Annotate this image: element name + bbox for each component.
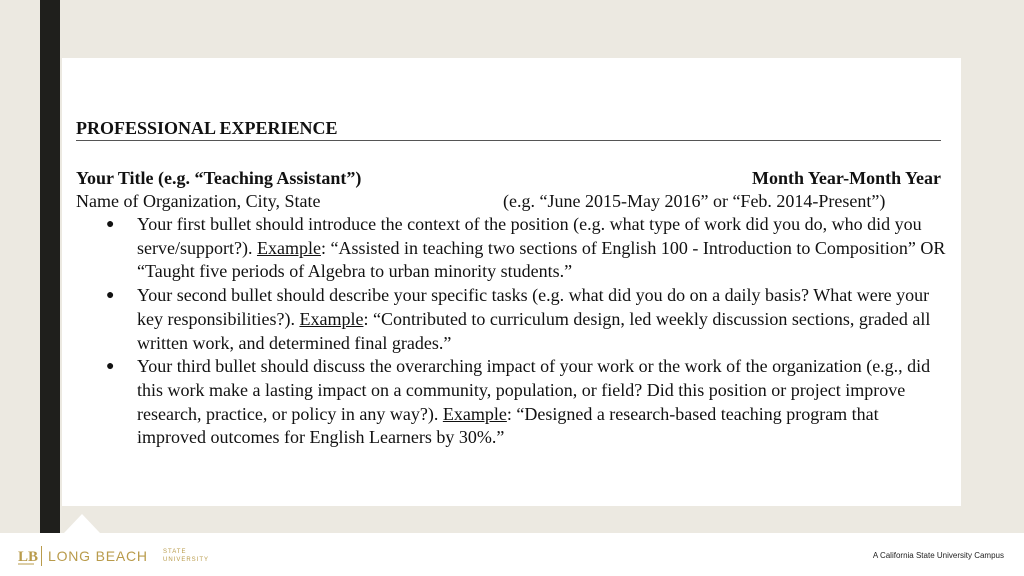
bullet-dot-icon: ● — [106, 217, 115, 232]
bullet-example-text: : “Contributed to curriculum design, led weekly discussion sections, graded all written work, and determined final grades.” — [137, 308, 931, 353]
bullet-example-text: : “Assisted in teaching two sections of English 100 - Introduction to Composition” OR “Taught five periods of Algebra to urban minority students.” — [137, 237, 946, 282]
university-subname-line-2: UNIVERSITY — [163, 557, 210, 563]
bullet-item-2 — [76, 284, 946, 355]
bullet-text: Your first bullet should introduce the context of the position (e.g. what type of work did you do, who did you serve/support?). — [137, 214, 922, 258]
bullet-example-text: : “Designed a research-based teaching program that improved outcomes for English Learners by 30%.” — [137, 403, 879, 448]
footer-notch — [64, 514, 100, 533]
position-title-row — [76, 167, 941, 190]
bullet-dot-icon: ● — [106, 288, 115, 304]
bullet-list — [76, 213, 946, 450]
footer-bar — [0, 533, 1024, 576]
bullet-text: Your third bullet should discuss the overarching impact of your work or the work of the organization (e.g., did this work make a lasting impact on a community, population, or field? Did this position or project improve research, practice, or policy in any way?). — [137, 356, 931, 424]
decorative-left-bar — [40, 0, 60, 533]
bullet-item-3 — [76, 355, 946, 450]
bullet-dot-icon: ● — [106, 359, 115, 375]
bullet-item-1 — [76, 213, 946, 284]
date-format-example: (e.g. “June 2015-May 2016” or “Feb. 2014-Present”) — [503, 191, 886, 211]
example-label: Example — [256, 237, 321, 258]
logo-separator — [41, 546, 42, 566]
university-subname-line-1: STATE — [163, 549, 187, 555]
university-subname — [163, 548, 209, 564]
footer-tagline: A California State University Campus — [872, 551, 1004, 560]
bullet-text: Your second bullet should describe your specific tasks (e.g. what did you do on a daily basis? What were your key responsibilities?). — [137, 285, 930, 329]
resume-example-card — [62, 58, 961, 506]
example-label: Example — [442, 403, 507, 424]
logo-mark-text: LB — [18, 549, 39, 565]
date-range: Month Year-Month Year — [752, 168, 941, 188]
organization-name: Name of Organization, City, State — [76, 191, 321, 211]
university-logo-icon — [18, 546, 39, 566]
section-heading: PROFESSIONAL EXPERIENCE — [76, 118, 941, 141]
position-title: Your Title (e.g. “Teaching Assistant”) — [76, 168, 362, 188]
organization-row — [76, 190, 941, 213]
example-label: Example — [299, 308, 364, 329]
university-name: LONG BEACH — [48, 548, 148, 564]
